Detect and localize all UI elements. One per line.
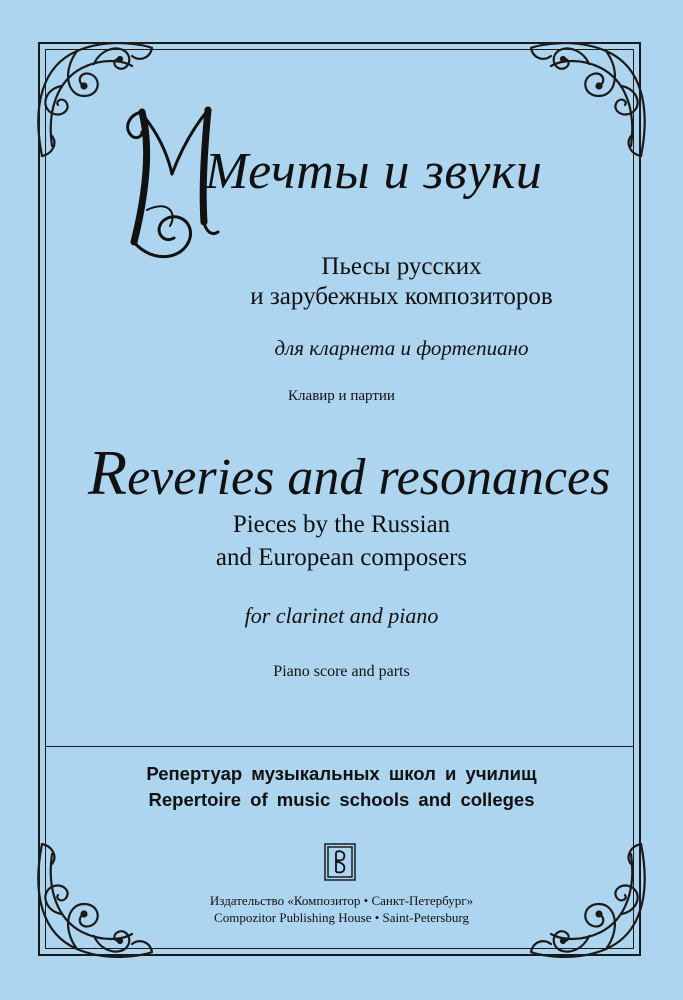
subtitle-english-line-1: Pieces by the Russian	[232, 511, 451, 538]
series-english: Repertoire of music schools and colleges	[148, 789, 535, 810]
publisher-russian: Издательство «Композитор • Санкт-Петербург»	[209, 893, 474, 908]
instrumentation-english: for clarinet and piano	[244, 603, 439, 628]
title-english-rest: everies and resonances	[127, 449, 611, 506]
subtitle-english-line-2: and European composers	[215, 544, 468, 571]
divider	[45, 746, 634, 747]
publisher-logo-icon	[322, 842, 358, 882]
publisher-english: Compozitor Publishing House • Saint-Petersburg	[214, 910, 469, 925]
subtitle-russian-line-1: Пьесы русских	[321, 253, 482, 280]
title-english	[88, 436, 610, 510]
series-russian: Репертуар музыкальных школ и училищ	[146, 763, 537, 784]
subtitle-russian-line-2: и зарубежных композиторов	[250, 283, 553, 310]
title-russian: Мечты и звуки	[205, 143, 543, 200]
title-english-initial: R	[88, 437, 128, 508]
instrumentation-russian: для кларнета и фортепиано	[274, 336, 529, 360]
format-english: Piano score and parts	[273, 663, 410, 680]
format-russian: Клавир и партии	[288, 388, 395, 404]
